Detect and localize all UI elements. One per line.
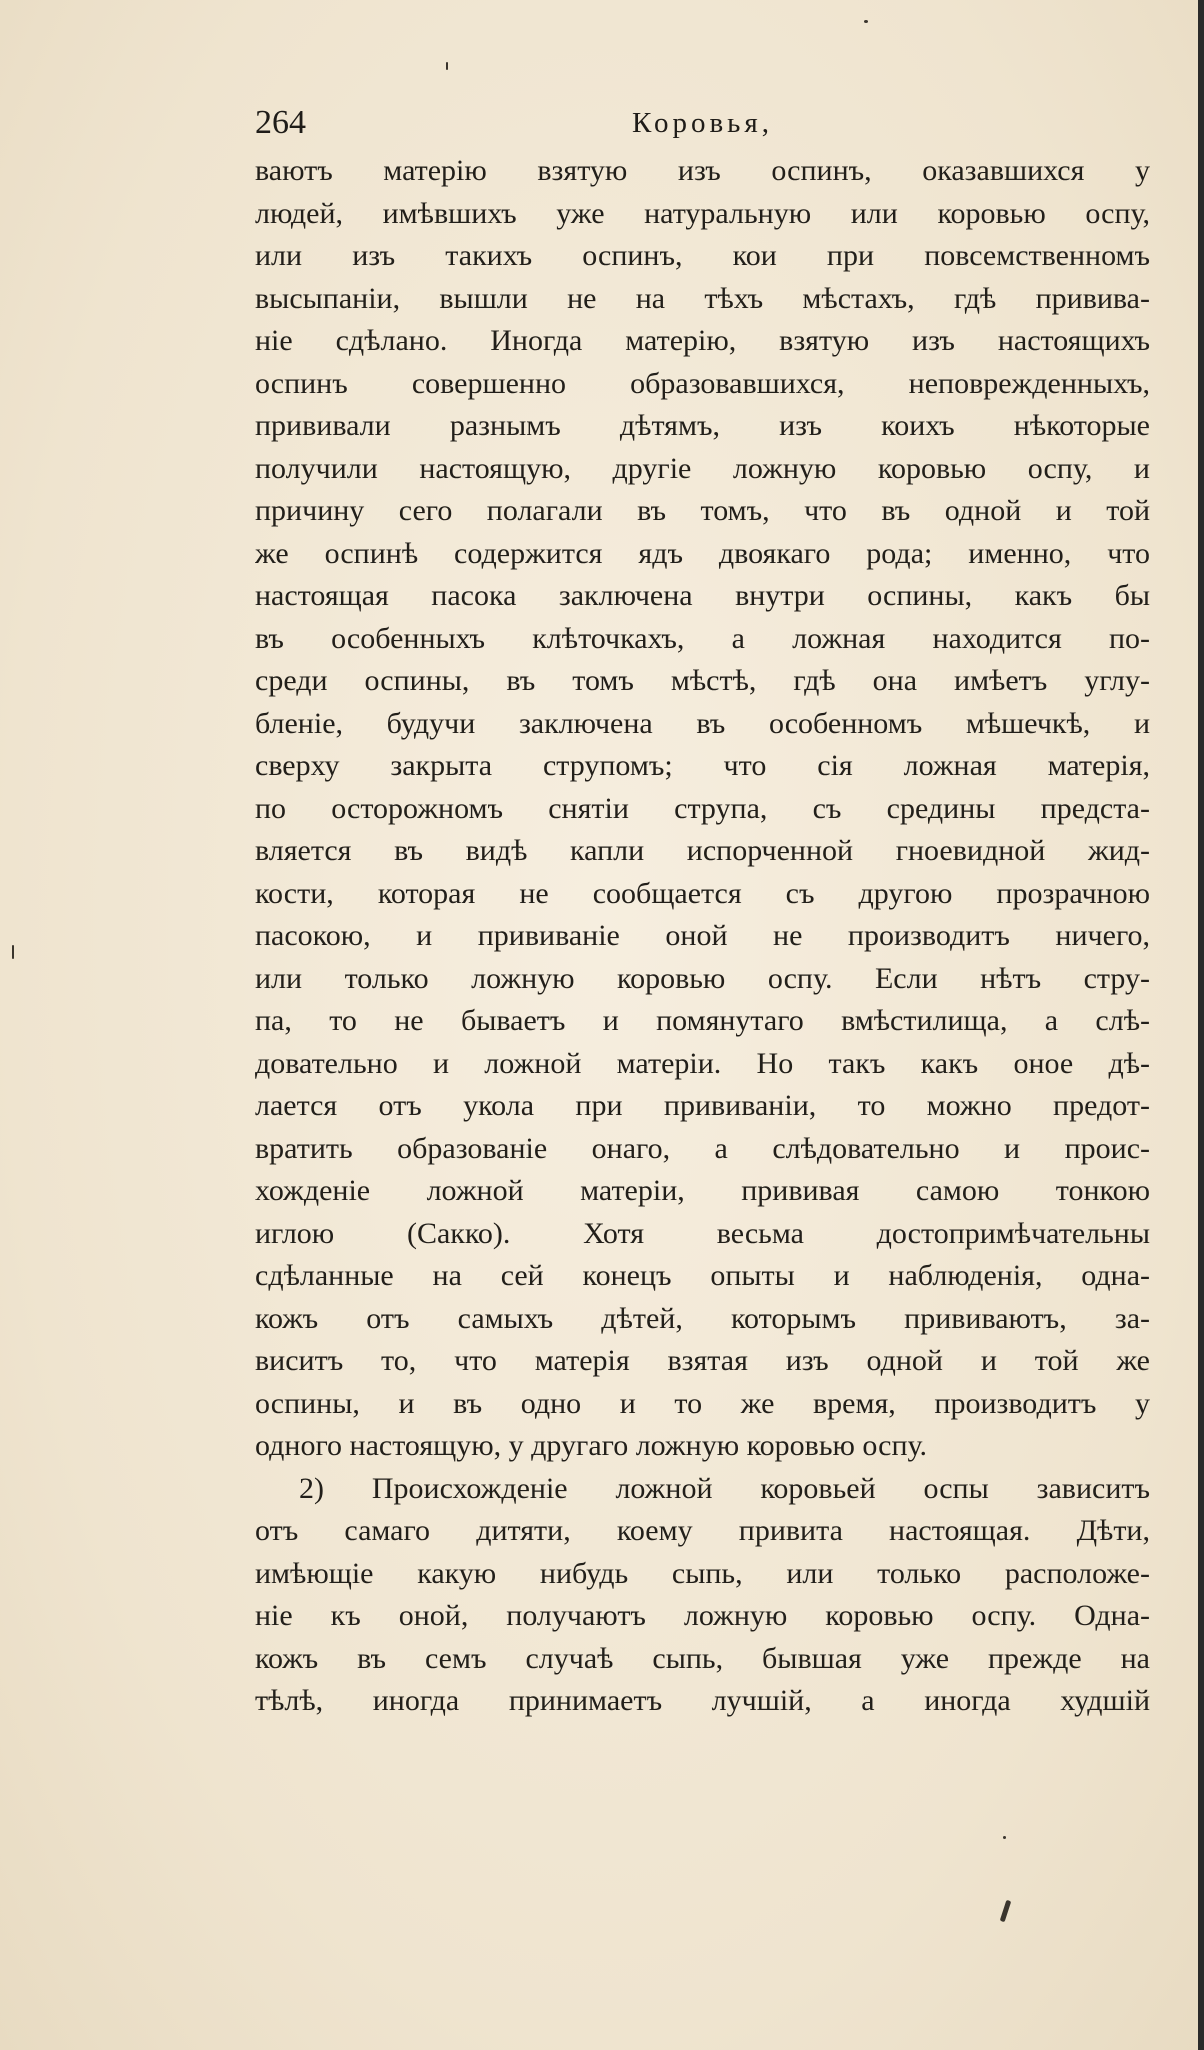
text-line: имѣющіе какую нибудь сыпь, или только расположе-: [255, 1556, 1150, 1590]
page-number: 264: [255, 104, 306, 141]
paragraph-start-line: 2) Происхожденіе ложной коровьей оспы зависитъ: [299, 1471, 1150, 1505]
text-line: причину сего полагали въ томъ, что въ одной и той: [255, 494, 1150, 527]
text-line: среди оспины, въ томъ мѣстѣ, гдѣ она имѣетъ углу-: [255, 664, 1150, 697]
text-line: сдѣланные на сей конецъ опыты и наблюденія, одна-: [255, 1259, 1150, 1292]
text-line: или изъ такихъ оспинъ, кои при повсемственномъ: [255, 239, 1150, 272]
text-line: прививали разнымъ дѣтямъ, изъ коихъ нѣкоторые: [255, 409, 1150, 442]
text-line: ніе сдѣлано. Иногда матерію, взятую изъ настоящихъ: [255, 324, 1150, 357]
text-line: по осторожномъ снятіи струпа, съ средины предста-: [255, 791, 1150, 825]
paper-speck: [1003, 1836, 1006, 1839]
text-line: людей, имѣвшихъ уже натуральную или коровью оспу,: [255, 196, 1150, 230]
text-line: виситъ то, что матерія взятая изъ одной и той же: [255, 1344, 1150, 1377]
text-line: оспинъ совершенно образовавшихся, неповрежденныхъ,: [255, 366, 1150, 400]
text-line: вратить образованіе онаго, а слѣдовательно и проис-: [255, 1131, 1150, 1165]
text-line: довательно и ложной матеріи. Но такъ какъ оное дѣ-: [255, 1046, 1150, 1080]
text-line: получили настоящую, другіе ложную коровью оспу, и: [255, 451, 1150, 485]
paper-speck: [1000, 1900, 1012, 1922]
body-text: [255, 150, 1150, 1723]
text-line: иглою (Сакко). Хотя весьма достопримѣчательны: [255, 1216, 1150, 1250]
paper-speck: [12, 945, 14, 959]
text-line: пасокою, и прививаніе оной не производитъ ничего,: [255, 919, 1150, 952]
text-line: ніе къ оной, получаютъ ложную коровью оспу. Одна-: [255, 1599, 1150, 1632]
paper-speck: [446, 62, 448, 70]
page-edge-shadow: [1198, 0, 1204, 2050]
page-header: [255, 100, 1150, 146]
text-line: или только ложную коровью оспу. Если нѣтъ стру-: [255, 961, 1150, 995]
text-line: высыпаніи, вышли не на тѣхъ мѣстахъ, гдѣ привива-: [255, 281, 1150, 315]
text-line: бленіе, будучи заключена въ особенномъ мѣшечкѣ, и: [255, 706, 1150, 740]
paragraph-end-line: одного настоящую, у другаго ложную коровью оспу.: [255, 1429, 928, 1462]
text-line: настоящая пасока заключена внутри оспины, какъ бы: [255, 579, 1150, 612]
running-title: Коровья,: [632, 107, 773, 139]
text-line: па, то не бываетъ и помянутаго вмѣстилища, а слѣ-: [255, 1004, 1150, 1037]
paper-speck: [864, 20, 868, 23]
text-line: кожъ отъ самыхъ дѣтей, которымъ прививаютъ, за-: [255, 1301, 1150, 1335]
text-line: оспины, и въ одно и то же время, производитъ у: [255, 1386, 1150, 1420]
text-line: кожъ въ семъ случаѣ сыпь, бывшая уже прежде на: [255, 1641, 1150, 1675]
text-line: тѣлѣ, иногда принимаетъ лучшій, а иногда худшій: [255, 1684, 1150, 1717]
text-line: кости, которая не сообщается съ другою прозрачною: [255, 876, 1150, 910]
text-line: хожденіе ложной матеріи, прививая самою тонкою: [255, 1174, 1150, 1207]
text-line: въ особенныхъ клѣточкахъ, а ложная находится по-: [255, 621, 1150, 655]
text-line: лается отъ укола при прививаніи, то можно предот-: [255, 1089, 1150, 1122]
text-line: ваютъ матерію взятую изъ оспинъ, оказавшихся у: [255, 154, 1150, 187]
text-line: вляется въ видѣ капли испорченной гноевидной жид-: [255, 834, 1150, 867]
text-line: же оспинѣ содержится ядъ двоякаго рода; именно, что: [255, 536, 1150, 570]
text-line: сверху закрыта струпомъ; что сія ложная матерія,: [255, 749, 1150, 782]
text-line: отъ самаго дитяти, коему привита настоящая. Дѣти,: [255, 1514, 1150, 1547]
